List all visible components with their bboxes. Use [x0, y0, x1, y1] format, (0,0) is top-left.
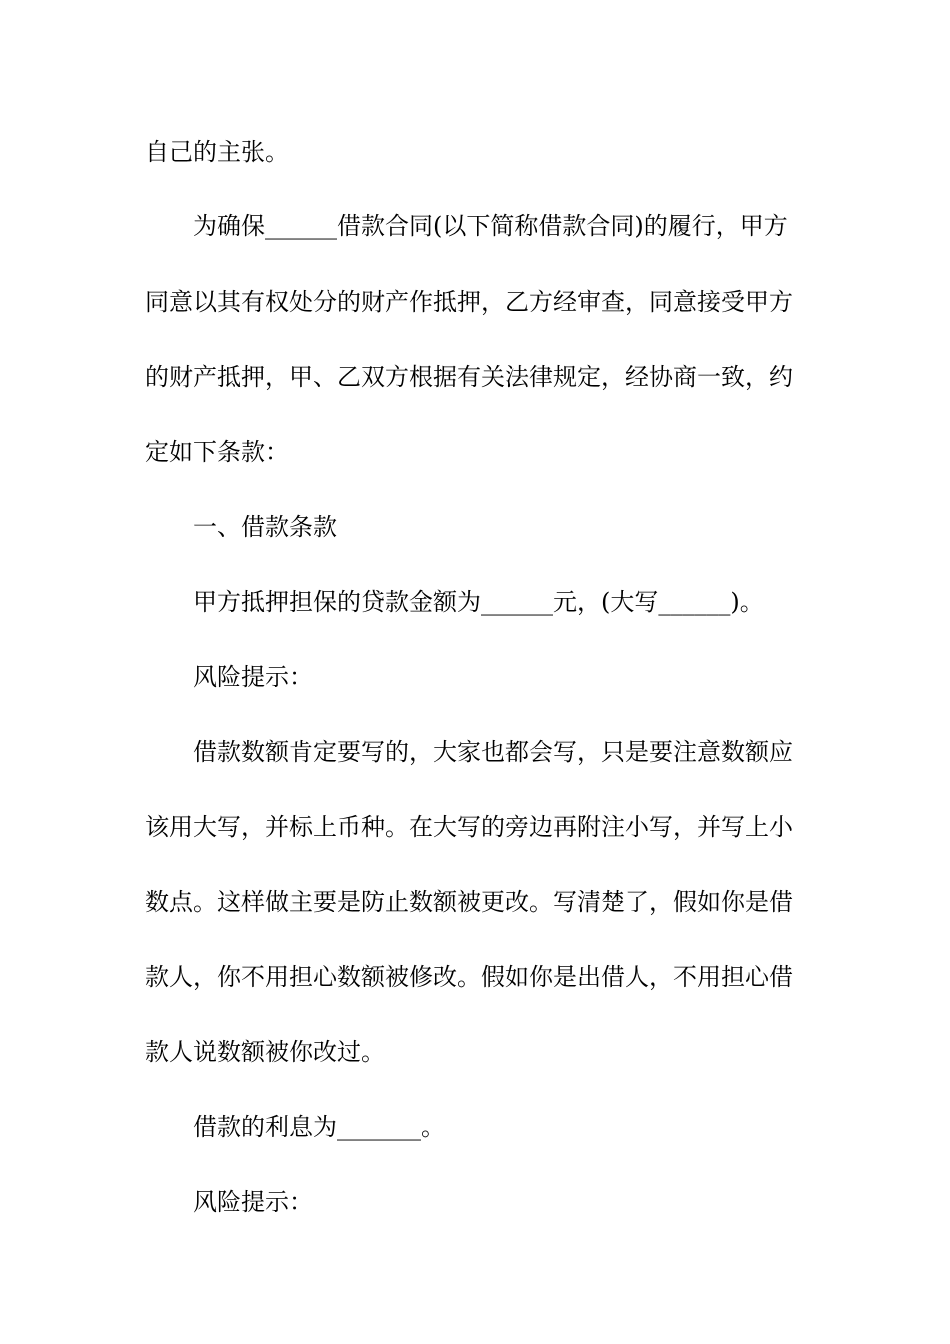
paragraph-line: 款人，你不用担心数额被修改。假如你是出借人，不用担心借 — [145, 963, 793, 991]
paragraph-line: 借款的利息为_______。 — [193, 1113, 445, 1141]
paragraph-line: 借款数额肯定要写的，大家也都会写，只是要注意数额应 — [193, 738, 793, 766]
paragraph-continuation: 自己的主张。 — [145, 138, 289, 166]
paragraph-line: 定如下条款： — [145, 438, 289, 466]
paragraph-line: 同意以其有权处分的财产作抵押，乙方经审查，同意接受甲方 — [145, 288, 793, 316]
risk-note-heading: 风险提示： — [193, 1188, 313, 1216]
paragraph-line: 为确保______借款合同(以下简称借款合同)的履行，甲方 — [193, 212, 788, 240]
paragraph-line: 该用大写，并标上币种。在大写的旁边再附注小写，并写上小 — [145, 813, 793, 841]
paragraph-line: 数点。这样做主要是防止数额被更改。写清楚了，假如你是借 — [145, 888, 793, 916]
paragraph-line: 款人说数额被你改过。 — [145, 1038, 385, 1066]
risk-note-heading: 风险提示： — [193, 663, 313, 691]
paragraph-line: 的财产抵押，甲、乙双方根据有关法律规定，经协商一致，约 — [145, 363, 793, 391]
section-heading: 一、借款条款 — [193, 513, 337, 541]
paragraph-line: 甲方抵押担保的贷款金额为______元，(大写______)。 — [193, 588, 764, 616]
